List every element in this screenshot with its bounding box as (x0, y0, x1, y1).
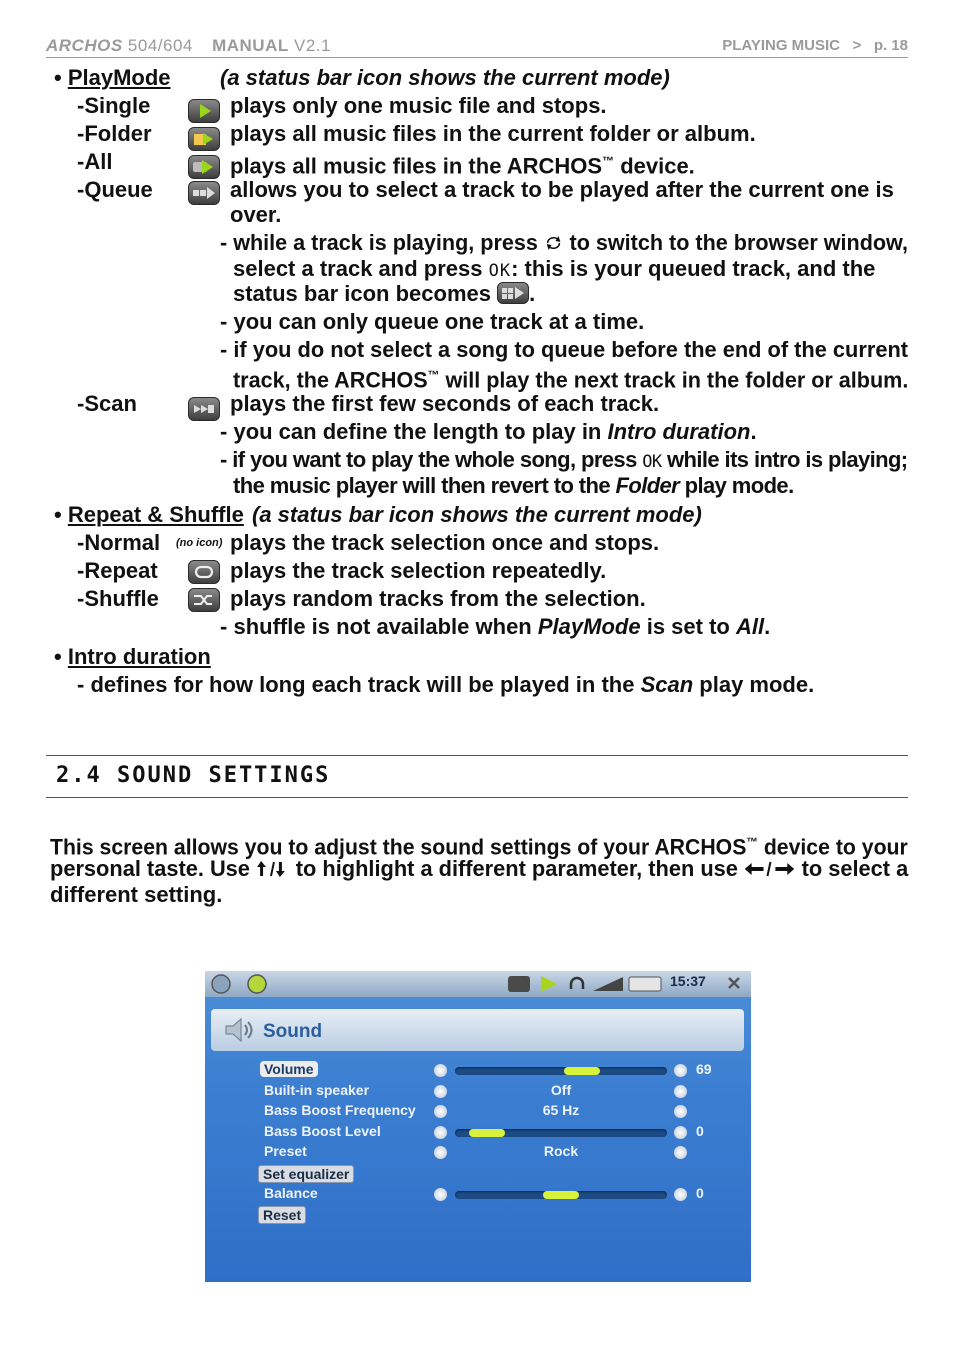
increase-arrow-icon[interactable] (674, 1126, 687, 1139)
refresh-icon (544, 235, 564, 251)
sound-setting-label[interactable]: Bass Boost Level (264, 1122, 381, 1139)
sound-slider-track[interactable] (455, 1067, 667, 1075)
sound-setting-value: 69 (696, 1061, 712, 1077)
sound-setting-label[interactable]: Built-in speaker (264, 1081, 370, 1098)
speaker-icon (223, 1017, 255, 1043)
ok-key-icon: OK (488, 261, 512, 281)
shuffle-mode-icon (188, 588, 220, 612)
folder-label: -Folder (77, 121, 152, 146)
queue-desc-2: over. (230, 202, 282, 227)
queue-bullet-3-line-1: - if you do not select a song to queue before the end of the current (220, 337, 909, 362)
sound-setting-label[interactable]: Reset (258, 1206, 306, 1224)
breadcrumb-section: PLAYING MUSIC (722, 37, 841, 54)
scan-label: -Scan (77, 391, 137, 416)
folder-mode-icon (188, 127, 220, 151)
increase-arrow-icon[interactable] (674, 1188, 687, 1201)
sound-setting-value: Off (550, 1081, 572, 1098)
scan-bullet-2-line-2: the music player will then revert to the Folder play mode. (233, 473, 794, 498)
decrease-arrow-icon[interactable] (434, 1085, 447, 1098)
header-version: V2.1 (293, 36, 331, 55)
scan-desc: plays the first few seconds of each track. (230, 391, 660, 416)
queue-desc-1: allows you to select a track to be played after the current one is (230, 177, 894, 202)
section-title: 2.4 SOUND SETTINGS (56, 763, 331, 788)
sound-setting-label[interactable]: Balance (264, 1184, 318, 1201)
section-divider-bottom (46, 797, 908, 798)
device-clock: 15:37 (670, 973, 706, 989)
sound-setting-value: 65 Hz (542, 1102, 580, 1119)
queue-label: -Queue (77, 177, 153, 202)
decrease-arrow-icon[interactable] (434, 1126, 447, 1139)
increase-arrow-icon[interactable] (674, 1064, 687, 1077)
scan-bullet-2-line-1: - if you want to play the whole song, press OK while its intro is playing; (220, 447, 908, 472)
device-status-bar (205, 971, 751, 997)
scan-bullet-1: - you can define the length to play in Intro duration. (220, 419, 757, 444)
normal-no-icon-note: (no icon) (176, 537, 223, 549)
header-title (46, 36, 331, 56)
decrease-arrow-icon[interactable] (434, 1064, 447, 1077)
device-screen-title: Sound (263, 1021, 323, 1042)
sound-slider-knob[interactable] (543, 1191, 579, 1199)
increase-arrow-icon[interactable] (674, 1146, 687, 1159)
queued-track-icon (497, 282, 529, 304)
all-mode-icon (188, 155, 220, 179)
queue-bullet-3-line-2: track, the ARCHOS™ will play the next track in the folder or album. (233, 367, 909, 393)
section-divider-top (46, 755, 908, 756)
queue-bullet-1-line-1: - while a track is playing, press to switch to the browser window, (220, 230, 909, 255)
sound-setting-label[interactable]: Preset (264, 1143, 307, 1160)
decrease-arrow-icon[interactable] (434, 1146, 447, 1159)
single-desc: plays only one music file and stops. (230, 93, 607, 118)
queue-bullet-2: - you can only queue one track at a time. (220, 309, 645, 334)
left-right-arrows-icon (744, 860, 796, 878)
intro-heading: • Intro duration (54, 644, 211, 669)
playmode-note: (a status bar icon shows the current mode) (220, 65, 670, 90)
repeat-heading: • Repeat & Shuffle (54, 502, 244, 527)
header-manual: MANUAL (212, 36, 289, 55)
normal-desc: plays the track selection once and stops. (230, 530, 660, 555)
header-model: 504/604 (127, 36, 193, 55)
section-para-line-1: This screen allows you to adjust the sound settings of your ARCHOS™ device to your (50, 834, 908, 860)
intro-desc: - defines for how long each track will be played in the Scan play mode. (77, 672, 815, 697)
decrease-arrow-icon[interactable] (434, 1105, 447, 1118)
sound-slider-knob[interactable] (469, 1129, 505, 1137)
header-breadcrumb (722, 37, 908, 54)
increase-arrow-icon[interactable] (674, 1085, 687, 1098)
queue-mode-icon (188, 181, 220, 205)
repeat-label: -Repeat (77, 558, 158, 583)
all-desc: plays all music files in the ARCHOS™ device. (230, 153, 695, 179)
increase-arrow-icon[interactable] (674, 1105, 687, 1118)
all-label: -All (77, 149, 113, 174)
page-number: p. 18 (873, 37, 908, 54)
sound-setting-label[interactable]: Set equalizer (258, 1165, 354, 1183)
scan-mode-icon (188, 397, 220, 421)
sound-setting-value: 0 (696, 1122, 704, 1139)
section-para-line-2: personal taste. Use to highlight a different parameter, then use to select a (50, 856, 909, 881)
sound-slider-track[interactable] (455, 1191, 667, 1199)
repeat-note: (a status bar icon shows the current mode) (252, 502, 702, 527)
device-sound-screen (205, 971, 751, 1282)
folder-desc: plays all music files in the current folder or album. (230, 121, 756, 146)
breadcrumb-separator: > (852, 37, 862, 54)
repeat-desc: plays the track selection repeatedly. (230, 558, 607, 583)
shuffle-bullet-1: - shuffle is not available when PlayMode is set to All. (220, 614, 771, 639)
queue-bullet-1-line-3: status bar icon becomes . (233, 281, 536, 306)
sound-setting-label[interactable]: Volume (260, 1061, 318, 1077)
queue-bullet-1-line-2: select a track and press OK: this is your queued track, and the (233, 256, 876, 281)
shuffle-desc: plays random tracks from the selection. (230, 586, 646, 611)
section-para-line-3: different setting. (50, 882, 223, 907)
playmode-heading: • PlayMode (54, 65, 171, 90)
sound-setting-label[interactable]: Bass Boost Frequency (264, 1102, 416, 1119)
single-mode-icon (188, 99, 220, 123)
header-brand: ARCHOS (46, 36, 123, 55)
ok-key-icon: OK (642, 452, 662, 472)
single-label: -Single (77, 93, 151, 118)
up-down-arrows-icon (256, 860, 290, 878)
decrease-arrow-icon[interactable] (434, 1188, 447, 1201)
sound-slider-track[interactable] (455, 1129, 667, 1137)
normal-label: -Normal (77, 530, 161, 555)
sound-setting-value: 0 (696, 1184, 704, 1201)
sound-slider-knob[interactable] (564, 1067, 600, 1075)
header-divider (46, 57, 908, 58)
sound-setting-value: Rock (543, 1143, 579, 1160)
repeat-mode-icon (188, 560, 220, 584)
shuffle-label: -Shuffle (77, 586, 159, 611)
